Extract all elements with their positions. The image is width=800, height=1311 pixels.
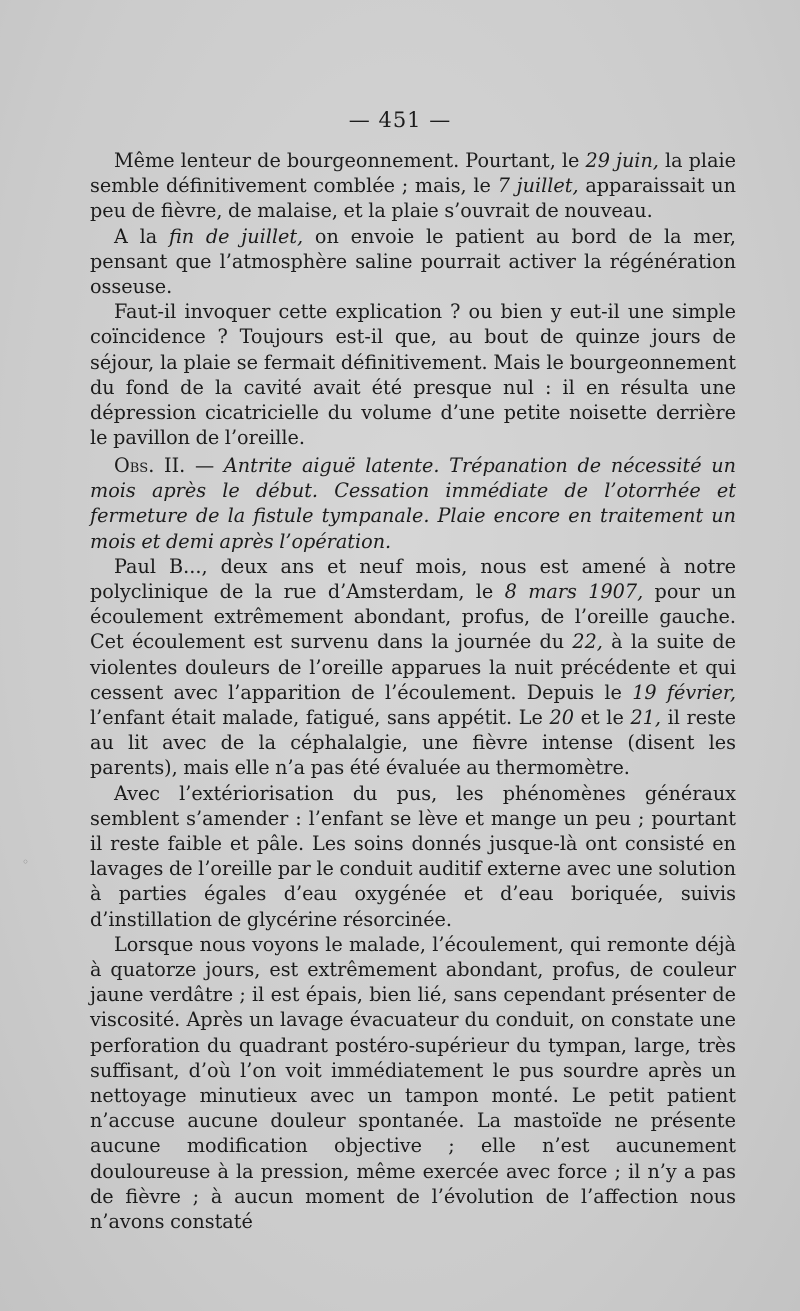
- date-span: 7 juillet,: [497, 174, 579, 198]
- observation-label: Obs. II. —: [114, 454, 215, 477]
- text-span: la plaie semble définitivement comblée ; mais, le: [90, 149, 736, 198]
- text-block-lower: [90, 453, 736, 1234]
- paragraph-7: Lorsque nous voyons le malade, l’écoulement, qui remonte déjà à quatorze jours, est extrêmement abondant, profus, de couleur jaune verdâtre ; il est épais, bien lié, sans cependant présenter de viscosité. Après un lavage évacuateur du conduit, on constate une perforation du quadrant postéro-supérieur du tympan, large, très suffisant, d’où l’on voit immédiatement le pus sourdre après un nettoyage minutieux avec un tampon monté. Le petit patient n’accuse aucune douleur spontanée. La mastoïde ne présente aucune modification objective ; elle n’est aucunement douloureuse à la pression, même exercée avec force ; il n’y a pas de fièvre ; à aucun moment de l’évolution de l’affection nous n’avons constaté: [90, 932, 736, 1234]
- paragraph-2: [90, 224, 736, 300]
- text-span: on envoie le patient au bord de la mer, pensant que l’atmosphère saline pourrait activer la régénération osseuse.: [90, 224, 736, 299]
- text-span: pour un écoulement extrêmement abondant, profus, de l’oreille gauche. Cet écoulement est survenu dans la journée du: [90, 580, 736, 654]
- text-span: Paul B..., deux ans et neuf mois, nous est amené à notre polyclinique de la rue d’Amsterdam, le: [90, 554, 736, 604]
- text-span: l’enfant était malade, fatigué, sans appétit. Le: [90, 706, 550, 730]
- text-span: A la: [114, 224, 169, 248]
- page-number: — 451 —: [348, 108, 452, 132]
- date-span: 21,: [630, 706, 661, 730]
- text-span: et le: [573, 706, 631, 730]
- text-span: apparaissait un peu de fièvre, de malaise, et la plaie s’ouvrait de nouveau.: [90, 174, 736, 223]
- paper-speck-mark: ◦: [22, 855, 30, 869]
- paragraph-3: Faut-il invoquer cette explication ? ou bien y eut-il une simple coïncidence ? Toujours est-il que, au bout de quinze jours de séjour, la plaie se fermait définitivement. Mais le bourgeonnement du fond de la cavité avait été presque nul : il en résulta une dépression cicatricielle du volume d’une petite noisette derrière le pavillon de l’oreille.: [90, 300, 736, 450]
- date-span: 8 mars 1907,: [504, 580, 644, 604]
- paragraph-6: Avec l’extériorisation du pus, les phénomènes généraux semblent s’amender : l’enfant se lève et mange un peu ; pourtant il reste faible et pâle. Les soins donnés jusque-là ont consisté en lavages de l’oreille par le conduit auditif externe avec une solution à parties égales d’eau oxygénée et d’eau boriquée, suivis d’instillation de glycérine résorcinée.: [90, 781, 736, 931]
- paragraph-1: [90, 148, 736, 224]
- text-span: Même lenteur de bourgeonnement. Pourtant, le: [114, 149, 586, 172]
- date-span: 19 février,: [632, 680, 736, 704]
- observation-heading: [90, 453, 736, 554]
- text-block-upper: [90, 148, 736, 450]
- paragraph-5: [90, 554, 736, 781]
- text-span: il reste au lit avec de la céphalalgie, une fièvre intense (disent les parents), mais elle n’a pas été évaluée au thermomètre.: [90, 706, 736, 780]
- date-span: 20: [549, 706, 574, 730]
- date-span: 29 juin,: [585, 149, 659, 172]
- observation-summary: Antrite aiguë latente. Trépanation de nécessité un mois après le début. Cessation immédiate de l’otorrhée et fermeture de la fistule tympanale. Plaie encore en traitement un mois et demi après l’opération.: [90, 454, 736, 553]
- date-span: 22,: [572, 630, 603, 654]
- text-span: à la suite de violentes douleurs de l’oreille apparues la nuit précédente et qui cessent avec l’apparition de l’écoulement. Depuis le: [90, 630, 736, 704]
- date-span: fin de juillet,: [168, 224, 304, 248]
